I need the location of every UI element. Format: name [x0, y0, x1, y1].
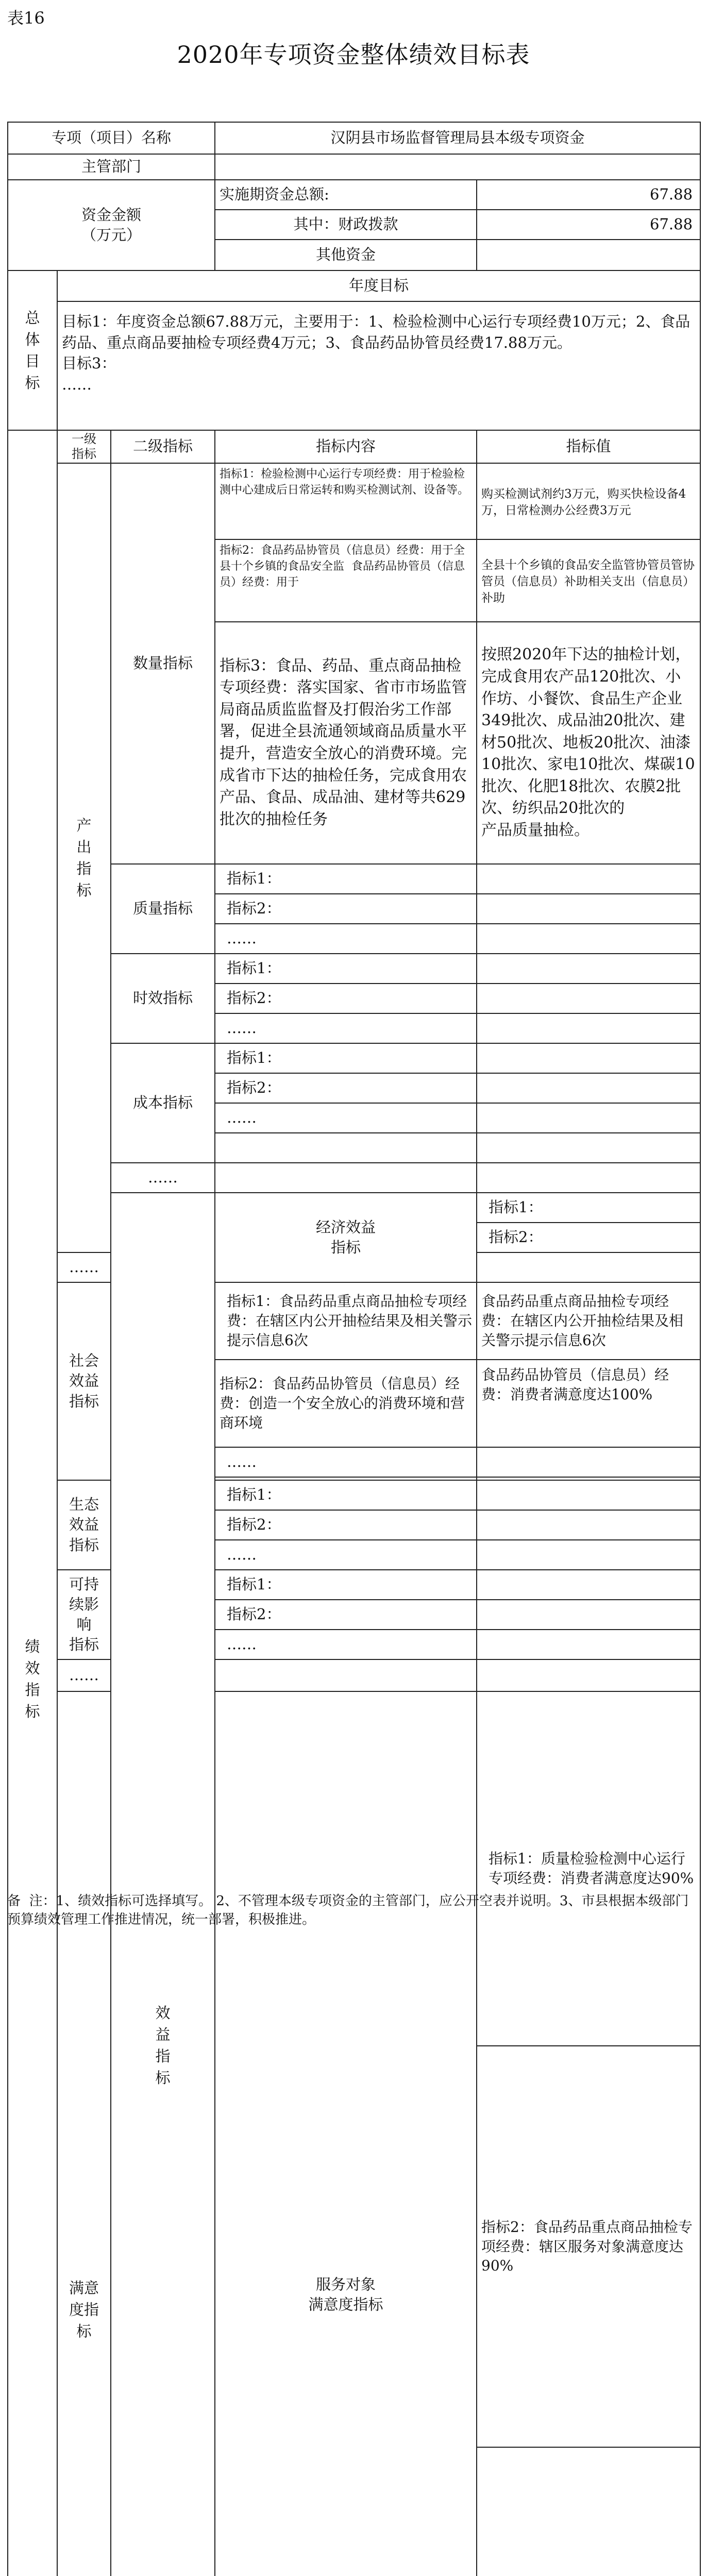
indicator-value — [477, 984, 700, 1013]
indicator-content: 指标1： — [477, 1193, 700, 1223]
indicator-content: 指标2： — [215, 1600, 477, 1630]
indicator-value — [477, 1480, 700, 1510]
indicator-content: …… — [57, 1252, 111, 1282]
dept-row — [8, 154, 700, 180]
table-row — [8, 864, 700, 894]
other-funds-label: 其他资金 — [215, 240, 477, 270]
indicator-content: 指标2： — [477, 1223, 700, 1252]
indicator-value — [477, 1510, 700, 1540]
annual-goal-text: 目标1：年度资金总额67.88万元，主要用于：1、检验检测中心运行专项经费10万元；2、食品药品、重点商品要抽检专项经费4万元；3、食品药品协管员经费17.88万元。 目标3： …… — [57, 301, 700, 430]
indicator-content: 指标3：食品、药品、重点商品抽检专项经费：落实国家、省市市场监管局商品质监监督及打假治劣工作部署，促进全县流通领域商品质量水平提升，营造安全放心的消费环境。完成省市下达的抽检任务，完成食用农产品、食品、成品油、建材等共629批次的抽检任务 — [215, 622, 477, 864]
indicator-value: 全县十个乡镇的食品安全监管协管员管协管员（信息员）补助相关支出（信息员）补助 — [477, 539, 700, 622]
indicator-value — [477, 1013, 700, 1043]
table-number-label: 表16 — [7, 8, 45, 28]
indicator-content: 指标2：食品药品协管员（信息员）经费：创造一个安全放心的消费环境和营商环境 — [215, 1360, 477, 1447]
annual-goal-row — [8, 301, 700, 430]
indicator-content — [215, 1163, 477, 1193]
indicator-value — [477, 1570, 700, 1600]
total-funds-value: 67.88 — [477, 180, 700, 210]
timeliness-indicator-label: 时效指标 — [111, 954, 215, 1043]
indicator-value — [477, 1447, 700, 1477]
footer-note: 备 注：1、绩效指标可选择填写。 2、不管理本级专项资金的主管部门，应公开空表并说明。3、市县根据本级部门预算绩效管理工作推进情况，统一部署，积极推进。 — [7, 1893, 689, 1928]
quantity-indicator-label: 数量指标 — [111, 463, 215, 864]
indicator-value: 按照2020年下达的抽检计划，完成食用农产品120批次、小作坊、小餐饮、食品生产企业349批次、成品油20批次、建材50批次、地板20批次、油漆10批次、家电10批次、煤碳10批次、化肥18批次、农膜2批次、纺织品20批次的 产品质量抽检。 — [477, 622, 700, 864]
sustainable-indicator-label: 可持续影响 指标 — [57, 1570, 111, 1659]
indicator-value — [477, 1043, 700, 1073]
indicator-content: 指标1：食品药品重点商品抽检专项经费：在辖区内公开抽检结果及相关警示提示信息6次 — [215, 1282, 477, 1360]
economic-indicator-label: 经济效益 指标 — [215, 1193, 477, 1282]
indicator-value — [477, 864, 700, 894]
indicator-value — [477, 1103, 700, 1133]
perf-indicator-label: 绩 效 指 标 — [8, 430, 57, 2576]
total-funds-label: 实施期资金总额: — [215, 180, 477, 210]
fiscal-label: 其中：财政拨款 — [215, 210, 477, 240]
indicator-content: …… — [215, 1447, 477, 1477]
indicator-value — [477, 1252, 700, 1282]
table-row — [8, 954, 700, 984]
indicator-content: 指标1： — [215, 1043, 477, 1073]
funds-label: 资金金额 （万元） — [8, 180, 215, 270]
annual-goal-header-row — [8, 270, 700, 301]
benefit-indicator-label: 效 益 指 标 — [111, 1193, 215, 2576]
indicator-content: …… — [215, 1630, 477, 1659]
indicator-content: 指标2：食品药品重点商品抽检专项经费：辖区服务对象满意度达90% — [477, 2046, 700, 2448]
dept-label: 主管部门 — [8, 154, 215, 180]
benefit-more-ellipsis: …… — [57, 1659, 111, 1691]
indicator-content: 指标1： — [215, 1480, 477, 1510]
indicator-value: 食品药品重点商品抽检专项经费：在辖区内公开抽检结果及相关警示提示信息6次 — [477, 1282, 700, 1360]
indicator-content — [477, 2447, 700, 2576]
indicator-value — [477, 1133, 700, 1163]
indicator-content: 指标1： — [215, 864, 477, 894]
indicator-content: 指标2： — [215, 1510, 477, 1540]
indicator-value: 食品药品协管员（信息员）经费：消费者满意度达100% — [477, 1360, 700, 1447]
cost-indicator-label: 成本指标 — [111, 1043, 215, 1163]
indicator-content: 指标2：食品药品协管员（信息员）经费：用于全县十个乡镇的食品安全监 食品药品协管员（信息员）经费：用于 — [215, 539, 477, 622]
indicator-value — [477, 1163, 700, 1193]
social-indicator-label: 社会效益 指标 — [57, 1282, 111, 1480]
indicator-content: 指标1：质量检验检测中心运行专项经费：消费者满意度达90% — [477, 1691, 700, 2046]
output-indicator-label: 产 出 指 标 — [57, 463, 111, 1252]
indicator-content — [215, 1659, 477, 1691]
indicator-value — [477, 1659, 700, 1691]
table-row — [8, 463, 700, 539]
indicator-content: 指标2： — [215, 894, 477, 924]
performance-table — [7, 122, 701, 2576]
service-satisfaction-label: 服务对象 满意度指标 — [215, 1691, 477, 2576]
satisfaction-indicator-label: 满意 度指 标 — [57, 1691, 111, 2576]
indicator-value: 购买检测试剂约3万元，购买快检设备4万，日常检测办公经费3万元 — [477, 463, 700, 539]
output-more-ellipsis: …… — [111, 1163, 215, 1193]
annual-goal-title: 年度目标 — [57, 270, 700, 301]
indicator-content: 指标1： — [215, 1570, 477, 1600]
indicator-value — [477, 924, 700, 954]
table-row — [8, 1163, 700, 1193]
page-title: 2020年专项资金整体绩效目标表 — [177, 41, 530, 69]
indicator-value — [477, 1540, 700, 1570]
level1-column-header: 一级 指标 — [57, 430, 111, 463]
indicator-content: 指标1：检验检测中心运行专项经费：用于检验检测中心建成后日常运转和购买检测试剂、设备等。 — [215, 463, 477, 539]
level2-column-header: 二级指标 — [111, 430, 215, 463]
overall-goal-label: 总 体 目 标 — [8, 270, 57, 430]
fiscal-value: 67.88 — [477, 210, 700, 240]
indicator-content: …… — [215, 1540, 477, 1570]
ecological-indicator-label: 生态效益 指标 — [57, 1480, 111, 1570]
indicator-value — [477, 1630, 700, 1659]
indicator-content: 指标2： — [215, 984, 477, 1013]
table-row — [8, 1193, 700, 1223]
perf-header-row — [8, 430, 700, 463]
indicator-value — [477, 894, 700, 924]
indicator-content: …… — [215, 924, 477, 954]
indicator-content: …… — [215, 1103, 477, 1133]
indicator-content: 指标2： — [215, 1073, 477, 1103]
indicator-content — [215, 1133, 477, 1163]
table-row — [8, 1043, 700, 1073]
indicator-content: 指标1： — [215, 954, 477, 984]
indicator-value — [477, 1073, 700, 1103]
indicator-value — [477, 954, 700, 984]
other-funds-value — [477, 240, 700, 270]
dept-value — [215, 154, 700, 180]
project-name-value: 汉阴县市场监督管理局县本级专项资金 — [215, 122, 700, 154]
content-column-header: 指标内容 — [215, 430, 477, 463]
total-funds-row — [8, 180, 700, 210]
indicator-content: …… — [215, 1013, 477, 1043]
indicator-value — [477, 1600, 700, 1630]
project-name-row — [8, 122, 700, 154]
project-name-label: 专项（项目）名称 — [8, 122, 215, 154]
value-column-header: 指标值 — [477, 430, 700, 463]
quality-indicator-label: 质量指标 — [111, 864, 215, 954]
